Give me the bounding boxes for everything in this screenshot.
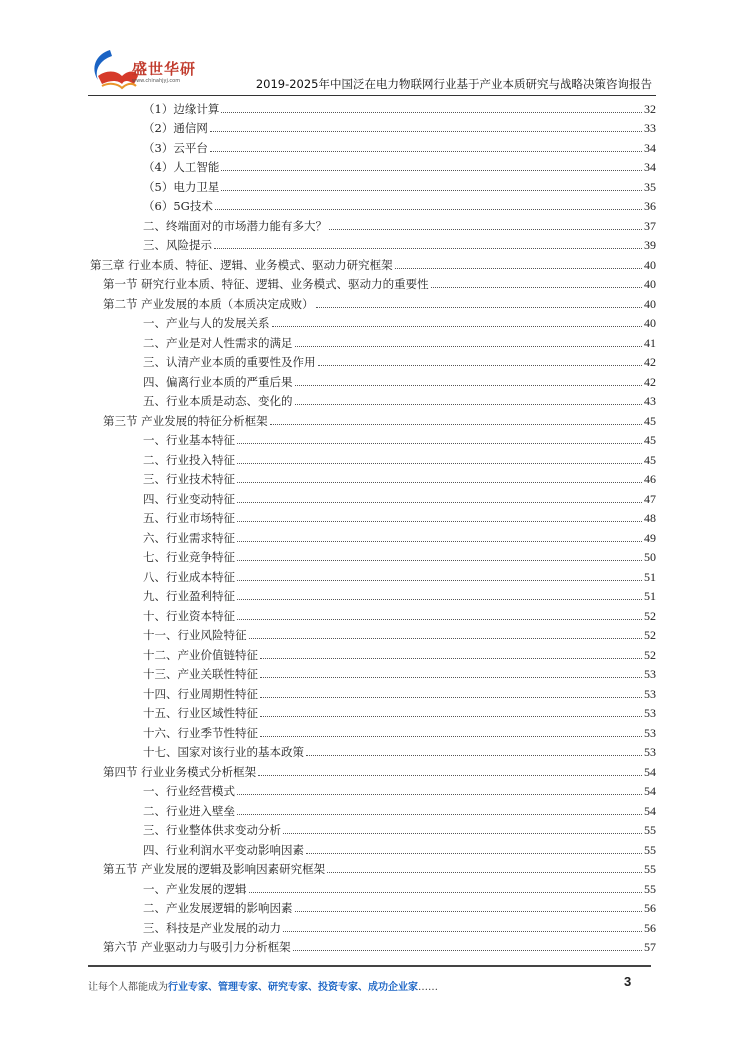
toc-entry-page: 56 [644,901,656,916]
toc-entry[interactable] [143,391,656,409]
toc-entry[interactable] [143,664,656,682]
dot-leader [318,365,643,366]
dot-leader [260,716,642,717]
toc-entry-page: 40 [644,277,656,292]
toc-entry[interactable] [143,528,656,546]
toc-entry-label: 六、行业需求特征 [143,530,235,545]
toc-entry[interactable] [143,469,656,487]
dot-leader [272,326,643,327]
toc-entry-label: 三、科技是产业发展的动力 [143,920,281,935]
toc-entry-page: 43 [644,394,656,409]
toc-entry-page: 53 [644,745,656,760]
dot-leader [306,853,642,854]
toc-entry-label: 十、行业资本特征 [143,608,235,623]
dot-leader [283,931,642,932]
toc-entry-label: 九、行业盈利特征 [143,589,235,604]
dot-leader [237,463,642,464]
dot-leader [210,151,642,152]
dot-leader [214,248,642,249]
toc-entry-label: 七、行业竞争特征 [143,550,235,565]
toc-entry-page: 42 [644,374,656,389]
toc-entry-label: 二、产业是对人性需求的满足 [143,335,293,350]
toc-entry[interactable] [143,196,656,214]
dot-leader [249,892,643,893]
dot-leader [237,814,642,815]
footer-slogan [88,978,438,993]
report-title: 2019-2025年中国泛在电力物联网行业基于产业本质研究与战略决策咨询报告 [255,77,652,91]
toc-entry[interactable] [143,313,656,331]
toc-entry[interactable] [143,157,656,175]
toc-entry-label: 三、风险提示 [143,238,212,253]
toc-entry-page: 45 [644,452,656,467]
toc-entry[interactable] [103,859,656,877]
toc-entry-page: 45 [644,433,656,448]
toc-entry[interactable] [143,352,656,370]
dot-leader [260,658,642,659]
dot-leader [395,268,642,269]
toc-entry-page: 50 [644,550,656,565]
toc-entry[interactable] [143,918,656,936]
toc-entry[interactable] [143,99,656,117]
dot-leader [306,755,642,756]
dot-leader [237,560,642,561]
dot-leader [260,677,642,678]
footer-suffix: …… [418,982,438,993]
dot-leader [316,307,642,308]
toc-entry-page: 48 [644,511,656,526]
logo-text: 盛世华研 [132,60,197,78]
toc-entry-page: 54 [644,803,656,818]
toc-entry-label: 一、行业基本特征 [143,433,235,448]
toc-entry-label: 五、行业本质是动态、变化的 [143,394,293,409]
logo-url: www.chinahjyj.com [132,78,181,84]
toc-entry-page: 45 [644,413,656,428]
dot-leader [260,736,642,737]
header-divider [88,95,656,96]
toc-entry[interactable] [143,781,656,799]
dot-leader [210,131,642,132]
dot-leader [237,521,642,522]
footer-highlight: 行业专家、管理专家、研究专家、投资专家、成功企业家 [168,982,418,993]
dot-leader [237,482,642,483]
toc-entry[interactable] [143,898,656,916]
toc-entry[interactable] [143,138,656,156]
dot-leader [237,599,642,600]
dot-leader [237,794,642,795]
toc-entry-page: 40 [644,296,656,311]
toc-entry[interactable] [103,294,656,312]
toc-entry-page: 47 [644,491,656,506]
toc-entry-page: 53 [644,706,656,721]
toc-entry-label: 一、行业经营模式 [143,784,235,799]
footer-divider [88,965,651,967]
toc-entry-label: 第二节 产业发展的本质（本质决定成败） [103,296,314,311]
toc-entry-label: 四、行业变动特征 [143,491,235,506]
toc-entry-label: 十一、行业风险特征 [143,628,247,643]
dot-leader [295,911,643,912]
toc-entry-page: 41 [644,335,656,350]
toc-entry-page: 54 [644,784,656,799]
toc-entry-label: （4）人工智能 [143,160,220,175]
toc-entry-page: 53 [644,667,656,682]
toc-entry[interactable] [143,820,656,838]
toc-entry-page: 42 [644,355,656,370]
toc-entry[interactable] [103,762,656,780]
dot-leader [270,424,642,425]
toc-entry-page: 34 [644,160,656,175]
toc-entry-page: 55 [644,842,656,857]
toc-entry-page: 55 [644,823,656,838]
toc-entry-page: 55 [644,862,656,877]
toc-entry[interactable] [103,274,656,292]
toc-entry[interactable] [143,118,656,136]
toc-entry-label: 四、偏离行业本质的严重后果 [143,374,293,389]
toc-entry-page: 53 [644,686,656,701]
toc-entry[interactable] [143,645,656,663]
toc-entry-page: 34 [644,140,656,155]
dot-leader [249,638,643,639]
toc-entry[interactable] [143,547,656,565]
toc-entry-label: 二、产业发展逻辑的影响因素 [143,901,293,916]
dot-leader [215,209,642,210]
toc-entry-page: 40 [644,257,656,272]
toc-entry[interactable] [143,801,656,819]
dot-leader [260,697,642,698]
toc-entry-label: 第四节 行业业务模式分析框架 [103,764,257,779]
toc-entry-label: 第六节 产业驱动力与吸引力分析框架 [103,940,291,955]
dot-leader [283,833,642,834]
toc-entry[interactable] [143,177,656,195]
toc-entry-label: 五、行业市场特征 [143,511,235,526]
dot-leader [221,112,642,113]
dot-leader [237,502,642,503]
toc-entry[interactable] [143,723,656,741]
dot-leader [295,404,643,405]
toc-entry[interactable] [143,216,656,234]
dot-leader [258,775,642,776]
footer-prefix: 让每个人都能成为 [88,982,168,993]
toc-entry[interactable] [103,937,656,955]
toc-entry-label: 二、行业进入壁垒 [143,803,235,818]
dot-leader [221,190,642,191]
dot-leader [237,541,642,542]
toc-entry[interactable] [143,333,656,351]
toc-entry[interactable] [143,742,656,760]
toc-entry-label: 三、行业技术特征 [143,472,235,487]
toc-entry[interactable] [143,703,656,721]
toc-entry[interactable] [143,879,656,897]
toc-entry-label: 第三章 行业本质、特征、逻辑、业务模式、驱动力研究框架 [90,257,393,272]
dot-leader [237,619,642,620]
toc-entry-label: 二、终端面对的市场潜力能有多大？ [143,218,327,233]
toc-entry-label: 二、行业投入特征 [143,452,235,467]
dot-leader [221,170,642,171]
dot-leader [295,346,643,347]
toc-entry[interactable] [143,489,656,507]
toc-entry-page: 56 [644,920,656,935]
toc-entry[interactable] [143,372,656,390]
toc-entry-page: 52 [644,647,656,662]
toc-entry-page: 53 [644,725,656,740]
toc-entry-page: 57 [644,940,656,955]
toc-entry-label: 第一节 研究行业本质、特征、逻辑、业务模式、驱动力的重要性 [103,277,429,292]
dot-leader [237,443,642,444]
toc-entry-label: （5）电力卫星 [143,179,220,194]
dot-leader [327,872,642,873]
toc-entry-page: 54 [644,764,656,779]
toc-entry-page: 51 [644,569,656,584]
toc-entry-label: 四、行业利润水平变动影响因素 [143,842,304,857]
toc-entry-label: 一、产业与人的发展关系 [143,316,270,331]
toc-entry[interactable] [143,508,656,526]
toc-entry-page: 55 [644,881,656,896]
toc-entry-label: 十六、行业季节性特征 [143,725,258,740]
page-number: 3 [624,974,632,989]
toc-entry-page: 39 [644,238,656,253]
toc-entry[interactable] [143,586,656,604]
toc-entry-label: （3）云平台 [143,140,208,155]
toc-entry-page: 49 [644,530,656,545]
toc-entry-page: 52 [644,628,656,643]
toc-entry-label: （1）边缘计算 [143,102,220,116]
toc-entry-page: 51 [644,589,656,604]
toc-entry[interactable] [143,235,656,253]
toc-entry-page: 32 [644,102,656,116]
toc-entry[interactable] [143,840,656,858]
toc-entry-label: （6）5G技术 [143,199,213,214]
toc-entry-label: （2）通信网 [143,121,208,136]
toc-entry-label: 十三、产业关联性特征 [143,667,258,682]
dot-leader [293,950,642,951]
toc-entry[interactable] [143,606,656,624]
toc-entry-label: 十七、国家对该行业的基本政策 [143,745,304,760]
toc-entry-label: 十四、行业周期性特征 [143,686,258,701]
toc-entry[interactable] [103,411,656,429]
toc-entry-page: 33 [644,121,656,136]
toc-entry[interactable] [143,450,656,468]
toc-entry[interactable] [143,567,656,585]
toc-entry-label: 十二、产业价值链特征 [143,647,258,662]
toc-entry-page: 46 [644,472,656,487]
dot-leader [237,580,642,581]
dot-leader [329,229,642,230]
toc-entry-label: 十五、行业区域性特征 [143,706,258,721]
toc-entry-page: 35 [644,179,656,194]
toc-entry-page: 36 [644,199,656,214]
toc-entry-label: 一、产业发展的逻辑 [143,881,247,896]
dot-leader [431,287,642,288]
toc-entry-page: 37 [644,218,656,233]
toc-entry-label: 三、认清产业本质的重要性及作用 [143,355,316,370]
toc-entry-page: 52 [644,608,656,623]
toc-entry[interactable] [143,430,656,448]
toc-entry-label: 三、行业整体供求变动分析 [143,823,281,838]
toc-entry-page: 40 [644,316,656,331]
dot-leader [295,385,643,386]
toc-entry[interactable] [90,255,656,273]
toc-entry-label: 八、行业成本特征 [143,569,235,584]
toc-entry-label: 第五节 产业发展的逻辑及影响因素研究框架 [103,862,326,877]
toc-entry[interactable] [143,625,656,643]
toc-entry[interactable] [143,684,656,702]
toc-entry-label: 第三节 产业发展的特征分析框架 [103,413,268,428]
